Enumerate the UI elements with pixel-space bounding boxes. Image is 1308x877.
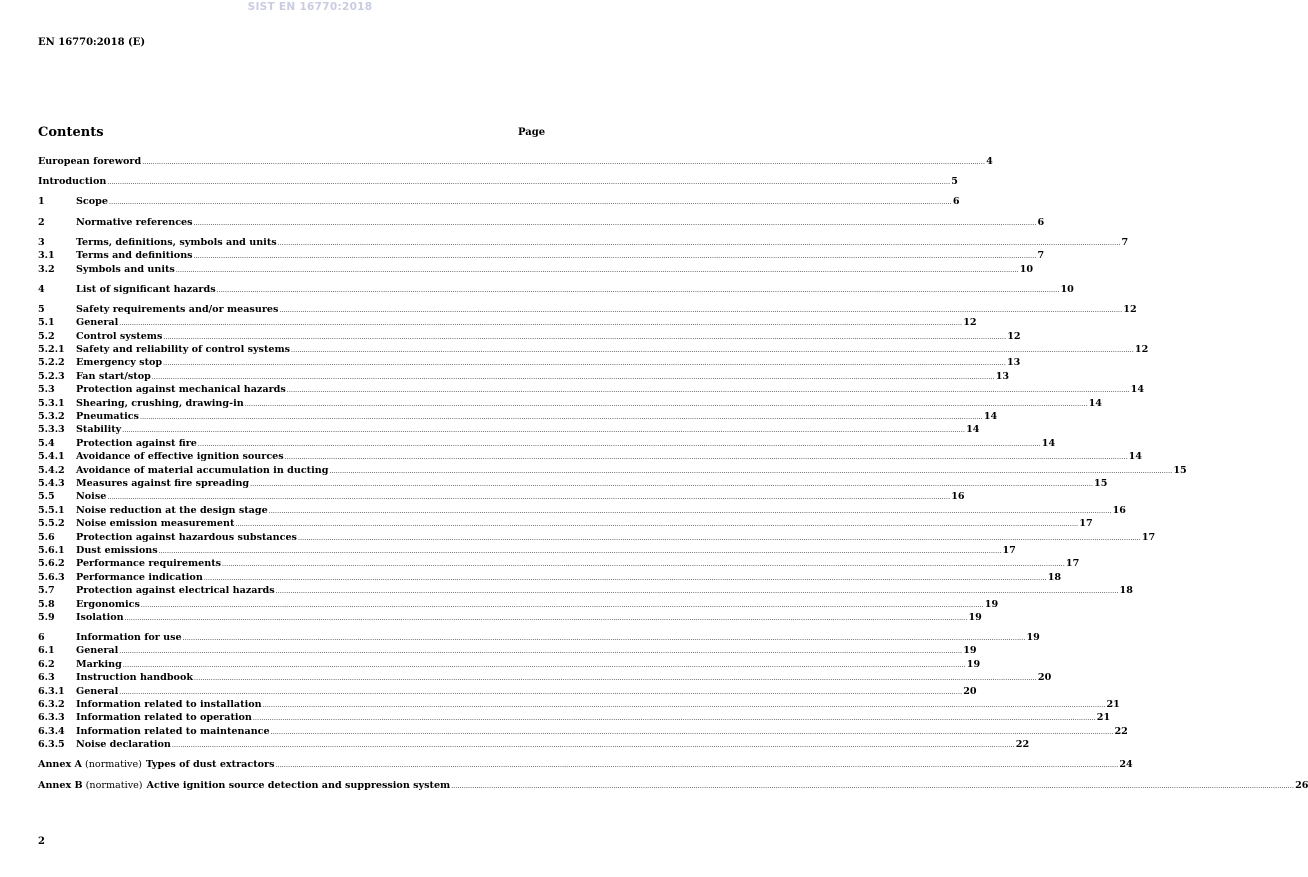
toc-entry-title: Information related to maintenance	[76, 725, 270, 737]
toc-entry[interactable]	[38, 464, 1187, 477]
toc-entry-title: Isolation	[76, 611, 124, 623]
toc-entry-number: 5.3.3	[38, 424, 65, 436]
dot-leader: ................................................................................................................................................................................................................................................................................................................................................................................................................	[119, 688, 963, 696]
toc-entry-title: Protection against fire	[76, 437, 197, 449]
dot-leader: ................................................................................................................................................................................................................................................................................................................................................................................................................	[222, 561, 1065, 569]
toc-entry-title: List of significant hazards	[76, 283, 216, 295]
toc-entry[interactable]	[38, 531, 1156, 544]
toc-entry[interactable]	[38, 504, 1126, 517]
toc-entry-title: Normative references	[76, 216, 193, 228]
dot-leader: ................................................................................................................................................................................................................................................................................................................................................................................................................	[142, 159, 986, 166]
dot-leader: ................................................................................................................................................................................................................................................................................................................................................................................................................	[279, 306, 1123, 314]
toc-entry[interactable]	[38, 283, 1074, 296]
dot-leader: ................................................................................................................................................................................................................................................................................................................................................................................................................	[163, 360, 1006, 368]
toc-entry-title: General	[76, 645, 119, 657]
toc-entry-page: 20	[963, 685, 977, 697]
toc-entry[interactable]	[38, 175, 958, 188]
toc-entry[interactable]	[38, 370, 1010, 383]
toc-entry-number: 5.7	[38, 585, 55, 597]
toc-entry-title: Avoidance of material accumulation in ducting	[76, 464, 329, 476]
watermark: SIST EN 16770:2018	[247, 1, 373, 13]
dot-leader: ................................................................................................................................................................................................................................................................................................................................................................................................................	[182, 635, 1026, 643]
toc-entry-page: 19	[968, 611, 982, 623]
toc-entry[interactable]	[38, 671, 1052, 684]
annex-title: Types of dust extractors	[145, 759, 275, 771]
toc-entry-title: Pneumatics	[76, 411, 139, 423]
annex-label: Annex A	[38, 759, 83, 771]
toc-entry-page: 6	[1037, 216, 1045, 228]
dot-leader: ................................................................................................................................................................................................................................................................................................................................................................................................................	[275, 762, 1119, 770]
toc-entry-page: 18	[1119, 585, 1133, 597]
toc-entry-title: Introduction	[38, 176, 107, 188]
toc-entry[interactable]	[38, 598, 999, 611]
dot-leader: ................................................................................................................................................................................................................................................................................................................................................................................................................	[216, 286, 1060, 294]
toc-entry-title: Safety and reliability of control systems	[76, 344, 291, 356]
toc-entry-title: Instruction handbook	[76, 672, 193, 684]
toc-entry-page: 7	[1037, 250, 1045, 262]
toc-entry-number: 6.3.3	[38, 712, 65, 724]
toc-entry-number: 5.3.2	[38, 411, 65, 423]
toc-entry-number: 5.3.1	[38, 397, 65, 409]
toc-entry-page: 14	[1041, 437, 1056, 449]
toc-entry-title: Emergency stop	[76, 357, 163, 369]
toc-entry-title: Noise emission measurement	[76, 518, 235, 530]
toc-entry-page: 19	[984, 598, 999, 610]
dot-leader: ................................................................................................................................................................................................................................................................................................................................................................................................................	[139, 414, 983, 422]
dot-leader: ................................................................................................................................................................................................................................................................................................................................................................................................................	[175, 266, 1019, 274]
dot-leader: ................................................................................................................................................................................................................................................................................................................................................................................................................	[108, 199, 952, 207]
toc-entry-page: 18	[1047, 571, 1062, 583]
toc-entry-number: 6.2	[38, 658, 55, 670]
toc-entry-number: 5.5.2	[38, 518, 65, 530]
toc-entry-page: 14	[983, 411, 998, 423]
toc-entry-page: 13	[1007, 357, 1021, 369]
toc-entry-number: 5.5	[38, 491, 55, 503]
toc-entry-title: Terms and definitions	[76, 250, 193, 262]
dot-leader: ................................................................................................................................................................................................................................................................................................................................................................................................................	[277, 239, 1121, 247]
toc-entry[interactable]	[38, 410, 998, 423]
toc-entry[interactable]	[38, 423, 980, 436]
toc-entry-number: 6	[38, 632, 45, 644]
toc-entry[interactable]	[38, 611, 982, 624]
toc-entry-number: 5.1	[38, 317, 55, 329]
dot-leader: ................................................................................................................................................................................................................................................................................................................................................................................................................	[194, 675, 1037, 683]
dot-leader: ................................................................................................................................................................................................................................................................................................................................................................................................................	[158, 547, 1002, 555]
toc-entry-number: 5.4	[38, 437, 55, 449]
dot-leader: ................................................................................................................................................................................................................................................................................................................................................................................................................	[193, 219, 1037, 227]
dot-leader: ................................................................................................................................................................................................................................................................................................................................................................................................................	[451, 782, 1295, 790]
toc-entry-page: 6	[952, 196, 960, 208]
toc-entry[interactable]	[38, 584, 1133, 597]
toc-entry-title: Scope	[76, 196, 108, 208]
toc-entry-page: 13	[995, 370, 1010, 382]
dot-leader: ................................................................................................................................................................................................................................................................................................................................................................................................................	[275, 588, 1119, 596]
toc-entry[interactable]	[38, 685, 977, 698]
toc-entry-title: Symbols and units	[76, 263, 175, 275]
dot-leader: ................................................................................................................................................................................................................................................................................................................................................................................................................	[329, 467, 1173, 475]
annex-page: 24	[1119, 759, 1133, 771]
dot-leader: ................................................................................................................................................................................................................................................................................................................................................................................................................	[252, 715, 1096, 723]
toc-entry[interactable]	[38, 155, 993, 168]
dot-leader: ................................................................................................................................................................................................................................................................................................................................................................................................................	[107, 179, 951, 187]
toc-entry-number: 5.2.2	[38, 357, 65, 369]
toc-entry-number: 5.2.3	[38, 370, 65, 382]
toc-entry[interactable]	[38, 517, 1093, 530]
toc-entry-title: Protection against mechanical hazards	[76, 384, 286, 396]
toc-entry[interactable]	[38, 557, 1080, 570]
toc-annex-entry[interactable]	[38, 779, 1308, 792]
toc-entry-title: Avoidance of effective ignition sources	[76, 451, 284, 463]
toc-entry-number: 5.4.2	[38, 464, 65, 476]
toc-entry-page: 7	[1121, 236, 1129, 248]
dot-leader: ................................................................................................................................................................................................................................................................................................................................................................................................................	[122, 427, 966, 435]
dot-leader: ................................................................................................................................................................................................................................................................................................................................................................................................................	[284, 454, 1128, 462]
toc-entry-title: Information related to installation	[76, 699, 262, 711]
toc-entry-title: Ergonomics	[76, 598, 140, 610]
toc-entry[interactable]	[38, 330, 1021, 343]
toc-entry[interactable]	[38, 397, 1102, 410]
toc-entry-page: 16	[951, 491, 965, 503]
toc-entry-title: General	[76, 685, 119, 697]
toc-annex-entry[interactable]	[38, 758, 1133, 771]
toc-entry[interactable]	[38, 738, 1030, 751]
toc-entry-number: 4	[38, 283, 45, 295]
toc-entry-title: Protection against electrical hazards	[76, 585, 275, 597]
toc-entry-number: 5.3	[38, 384, 55, 396]
toc-entry[interactable]	[38, 195, 960, 208]
toc-entry-title: Marking	[76, 658, 122, 670]
dot-leader: ................................................................................................................................................................................................................................................................................................................................................................................................................	[203, 574, 1047, 582]
toc-entry-title: Shearing, crushing, drawing-in	[76, 397, 244, 409]
toc-entry-number: 5.9	[38, 611, 55, 623]
toc-entry-title: Information related to operation	[76, 712, 252, 724]
dot-leader: ................................................................................................................................................................................................................................................................................................................................................................................................................	[270, 728, 1114, 736]
toc-entry-title: Measures against fire spreading	[76, 477, 250, 489]
toc-entry-number: 3	[38, 236, 45, 248]
toc-entry-title: Control systems	[76, 330, 163, 342]
toc-entry-number: 3.2	[38, 263, 55, 275]
toc-entry-page: 19	[1026, 632, 1040, 644]
toc-entry-page: 14	[1088, 397, 1102, 409]
dot-leader: ................................................................................................................................................................................................................................................................................................................................................................................................................	[197, 440, 1041, 448]
toc-entry-number: 5.2.1	[38, 344, 65, 356]
toc-entry-page: 12	[1007, 330, 1021, 342]
toc-entry-page: 17	[1141, 531, 1156, 543]
toc-entry-page: 16	[1112, 504, 1126, 516]
annex-title: Active ignition source detection and suppression system	[146, 779, 451, 791]
toc-entry-page: 14	[966, 424, 980, 436]
toc-entry-title: Noise reduction at the design stage	[76, 504, 268, 516]
dot-leader: ................................................................................................................................................................................................................................................................................................................................................................................................................	[193, 253, 1037, 261]
annex-normative-tag: (normative)	[85, 779, 143, 791]
toc-entry-number: 2	[38, 216, 45, 228]
dot-leader: ................................................................................................................................................................................................................................................................................................................................................................................................................	[122, 661, 966, 669]
toc-entry-number: 6.3.5	[38, 739, 65, 751]
document-id: EN 16770:2018 (E)	[38, 37, 146, 48]
toc-entry[interactable]	[38, 216, 1045, 229]
toc-entry[interactable]	[38, 263, 1034, 276]
toc-entry-number: 3.1	[38, 250, 55, 262]
dot-leader: ................................................................................................................................................................................................................................................................................................................................................................................................................	[119, 320, 963, 328]
toc-entry-title: Noise	[76, 491, 107, 503]
toc-entry-title: Performance requirements	[76, 558, 222, 570]
toc-entry-number: 5.6.1	[38, 544, 65, 556]
toc-entry-page: 21	[1106, 699, 1120, 711]
toc-entry-number: 5.6	[38, 531, 55, 543]
toc-entry-number: 5.5.1	[38, 504, 65, 516]
dot-leader: ................................................................................................................................................................................................................................................................................................................................................................................................................	[286, 387, 1130, 395]
dot-leader: ................................................................................................................................................................................................................................................................................................................................................................................................................	[163, 333, 1007, 341]
toc-entry-title: Stability	[76, 424, 122, 436]
toc-entry[interactable]	[38, 450, 1142, 463]
toc-entry-number: 6.3.1	[38, 685, 65, 697]
toc-entry-title: General	[76, 317, 119, 329]
toc-entry-number: 6.3.4	[38, 725, 65, 737]
toc-entry-page: 14	[1128, 451, 1142, 463]
toc-entry-page: 12	[963, 317, 977, 329]
toc-entry-page: 17	[1002, 544, 1016, 556]
toc-entry-number: 5.4.1	[38, 451, 65, 463]
toc-entry-page: 22	[1114, 725, 1128, 737]
toc-entry-page: 10	[1060, 283, 1074, 295]
toc-entry[interactable]	[38, 236, 1129, 249]
toc-entry-title: Safety requirements and/or measures	[76, 303, 279, 315]
toc-entry-number: 6.3	[38, 672, 55, 684]
dot-leader: ................................................................................................................................................................................................................................................................................................................................................................................................................	[262, 702, 1106, 710]
toc-entry-page: 12	[1134, 344, 1149, 356]
toc-entry[interactable]	[38, 571, 1062, 584]
toc-entry-page: 21	[1096, 712, 1111, 724]
toc-entry-page: 14	[1130, 384, 1144, 396]
toc-entry-title: Noise declaration	[76, 739, 171, 751]
toc-entry-title: Fan start/stop	[76, 370, 151, 382]
dot-leader: ................................................................................................................................................................................................................................................................................................................................................................................................................	[235, 521, 1079, 529]
toc-entry[interactable]	[38, 477, 1108, 490]
toc-entry-title: Information for use	[76, 632, 182, 644]
dot-leader: ................................................................................................................................................................................................................................................................................................................................................................................................................	[268, 507, 1112, 515]
toc-entry-number: 5.6.3	[38, 571, 65, 583]
toc-entry[interactable]	[38, 343, 1149, 356]
page-number: 2	[38, 836, 45, 847]
table-of-contents	[38, 155, 1308, 792]
toc-entry-page: 17	[1065, 558, 1080, 570]
page-column-label: Page	[518, 127, 546, 138]
toc-entry[interactable]	[38, 544, 1016, 557]
annex-label: Annex B	[38, 779, 83, 791]
toc-entry[interactable]	[38, 490, 965, 503]
toc-entry-page: 22	[1015, 739, 1030, 751]
toc-entry-number: 5.6.2	[38, 558, 65, 570]
toc-entry[interactable]	[38, 725, 1128, 738]
dot-leader: ................................................................................................................................................................................................................................................................................................................................................................................................................	[119, 648, 963, 656]
toc-entry-number: 5.8	[38, 598, 55, 610]
dot-leader: ................................................................................................................................................................................................................................................................................................................................................................................................................	[244, 400, 1088, 408]
toc-entry[interactable]	[38, 631, 1040, 644]
toc-entry-number: 6.1	[38, 645, 55, 657]
toc-entry-number: 5.4.3	[38, 477, 65, 489]
annex-page: 26	[1295, 779, 1308, 791]
toc-entry-title: Dust emissions	[76, 544, 158, 556]
toc-entry-page: 20	[1037, 672, 1052, 684]
toc-entry[interactable]	[38, 383, 1144, 396]
toc-entry-page: 4	[986, 156, 993, 167]
toc-entry[interactable]	[38, 437, 1056, 450]
toc-entry-number: 5	[38, 303, 45, 315]
dot-leader: ................................................................................................................................................................................................................................................................................................................................................................................................................	[171, 742, 1015, 750]
toc-entry-title: European foreword	[38, 156, 142, 167]
toc-entry-number: 1	[38, 196, 45, 208]
dot-leader: ................................................................................................................................................................................................................................................................................................................................................................................................................	[107, 494, 951, 502]
toc-entry-page: 15	[1173, 464, 1187, 476]
dot-leader: ................................................................................................................................................................................................................................................................................................................................................................................................................	[297, 534, 1141, 542]
dot-leader: ................................................................................................................................................................................................................................................................................................................................................................................................................	[124, 614, 968, 622]
toc-entry-page: 5	[951, 176, 958, 188]
toc-entry-number: 5.2	[38, 330, 55, 342]
toc-entry[interactable]	[38, 249, 1045, 262]
toc-entry[interactable]	[38, 356, 1021, 369]
toc-entry-page: 19	[963, 645, 977, 657]
contents-heading: Contents	[38, 125, 104, 140]
toc-entry[interactable]	[38, 644, 977, 657]
toc-entry[interactable]	[38, 316, 977, 329]
toc-entry[interactable]	[38, 698, 1120, 711]
toc-entry-page: 10	[1019, 263, 1034, 275]
dot-leader: ................................................................................................................................................................................................................................................................................................................................................................................................................	[291, 347, 1134, 355]
toc-entry-page: 15	[1094, 477, 1108, 489]
toc-entry-number: 6.3.2	[38, 699, 65, 711]
toc-entry[interactable]	[38, 658, 981, 671]
dot-leader: ................................................................................................................................................................................................................................................................................................................................................................................................................	[140, 601, 984, 609]
dot-leader: ................................................................................................................................................................................................................................................................................................................................................................................................................	[151, 373, 995, 381]
toc-entry-page: 17	[1079, 518, 1093, 530]
annex-normative-tag: (normative)	[85, 759, 142, 771]
dot-leader: ................................................................................................................................................................................................................................................................................................................................................................................................................	[250, 480, 1094, 488]
toc-entry-title: Protection against hazardous substances	[76, 531, 297, 543]
toc-entry-title: Terms, definitions, symbols and units	[76, 236, 277, 248]
toc-entry-page: 19	[966, 658, 981, 670]
toc-entry[interactable]	[38, 303, 1137, 316]
toc-entry-title: Performance indication	[76, 571, 203, 583]
toc-entry[interactable]	[38, 711, 1111, 724]
toc-entry-page: 12	[1123, 303, 1137, 315]
